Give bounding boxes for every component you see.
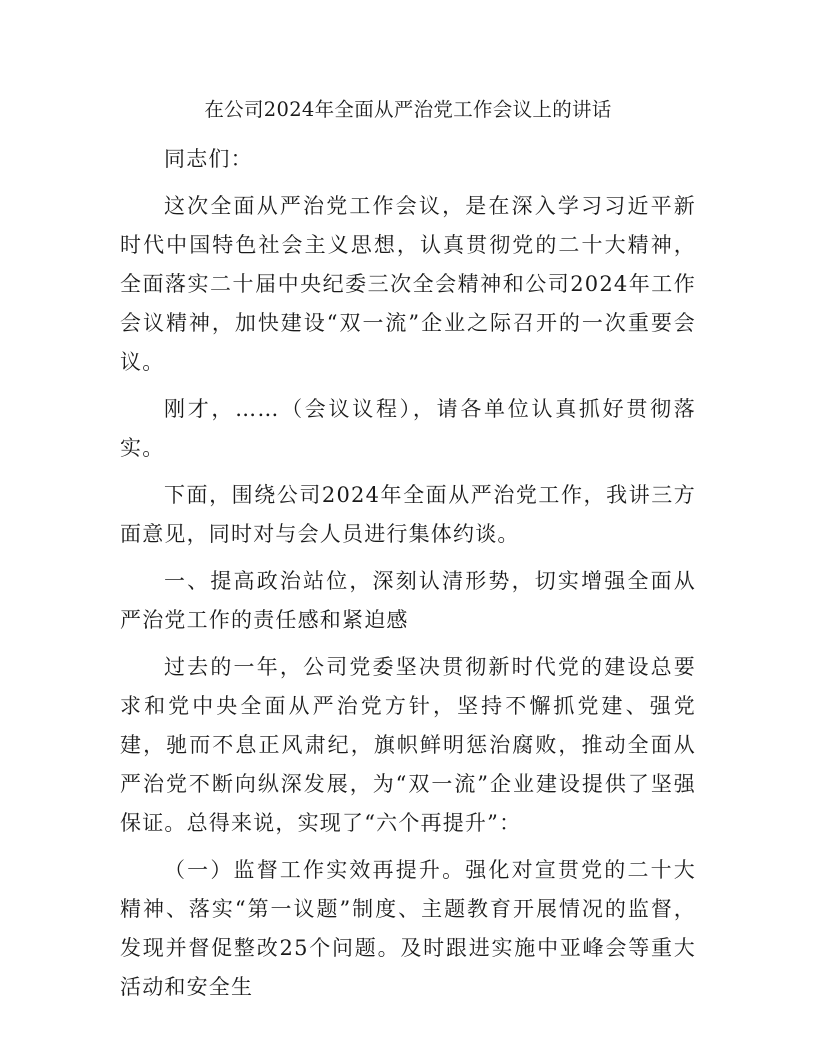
paragraph-review: 过去的一年，公司党委坚决贯彻新时代党的建设总要求和党中央全面从严治党方针，坚持不懈抓党建、强党建，驰而不息正风肃纪，旗帜鲜明惩治腐败，推动全面从严治党不断向纵深发展，为“双一流”企业建设提供了坚强保证。总得来说，实现了“六个再提升”： bbox=[120, 655, 696, 835]
paragraph-point-1: （一）监督工作实效再提升。强化对宣贯党的二十大精神、落实“第一议题”制度、主题教育开展情况的监督，发现并督促整改25个问题。及时跟进实施中亚峰会等重大活动和安全生 bbox=[120, 858, 696, 999]
document-title: 在公司2024年全面从严治党工作会议上的讲话 bbox=[204, 98, 612, 121]
document-page bbox=[120, 88, 696, 1007]
section-heading-1: 一、提高政治站位，深刻认清形势，切实增强全面从严治党工作的责任感和紧迫感 bbox=[120, 569, 696, 632]
paragraph-intro: 这次全面从严治党工作会议，是在深入学习习近平新时代中国特色社会主义思想，认真贯彻党的二十大精神，全面落实二十届中央纪委三次全会精神和公司2024年工作会议精神，加快建设“双一流”企业之际召开的一次重要会议。 bbox=[120, 194, 696, 374]
salutation: 同志们： bbox=[164, 147, 253, 171]
paragraph-outline: 下面，围绕公司2024年全面从严治党工作，我讲三方面意见，同时对与会人员进行集体约谈。 bbox=[120, 483, 696, 546]
paragraph-agenda: 刚才，……（会议议程），请各单位认真抓好贯彻落实。 bbox=[120, 397, 696, 460]
